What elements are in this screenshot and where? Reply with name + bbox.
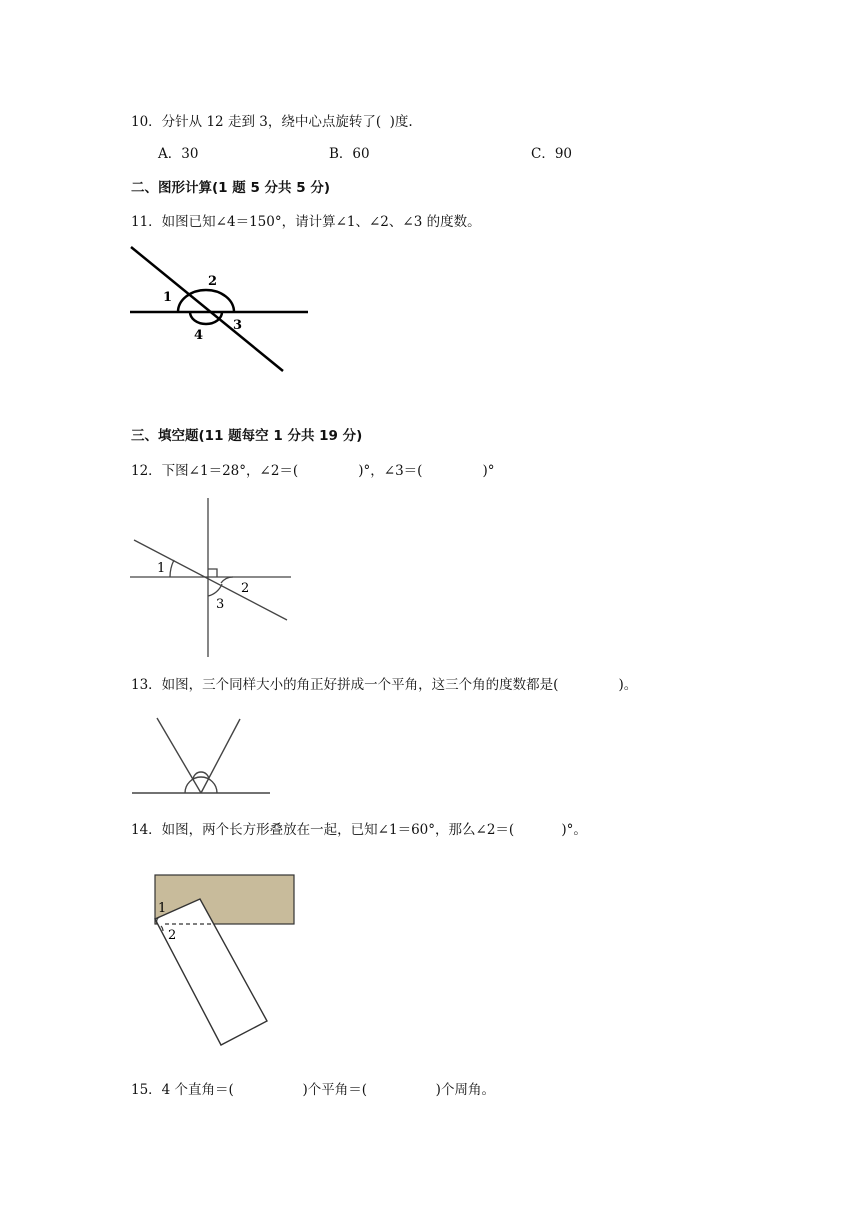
q10-option-c: C．90 <box>531 146 573 162</box>
section-heading-3: 三、填空题(11 题每空 1 分共 19 分) <box>131 428 363 444</box>
section-heading-2: 二、图形计算(1 题 5 分共 5 分) <box>131 180 331 196</box>
q11-label-3: 3 <box>233 318 243 333</box>
q14-label-1: 1 <box>158 901 167 916</box>
q12-label-3: 3 <box>216 597 225 612</box>
q10-option-a: A．30 <box>158 146 199 162</box>
q15-stem: 15．4 个直角＝( )个平角＝( )个周角。 <box>131 1082 495 1098</box>
q10-option-b: B．60 <box>329 146 370 162</box>
q13-stem: 13．如图，三个同样大小的角正好拼成一个平角，这三个角的度数都是( )。 <box>131 677 638 693</box>
q11-label-4: 4 <box>194 328 204 343</box>
q11-label-1: 1 <box>163 290 173 305</box>
q14-stem: 14．如图，两个长方形叠放在一起，已知∠1＝60°，那么∠2＝( )°。 <box>131 822 587 838</box>
q12-label-1: 1 <box>157 561 166 576</box>
q12-stem: 12．下图∠1＝28°，∠2＝( )°，∠3＝( )° <box>131 463 495 479</box>
q14-label-2: 2 <box>168 928 177 943</box>
q10-stem: 10．分针从 12 走到 3，绕中心点旋转了( )度. <box>131 114 413 130</box>
q11-stem: 11．如图已知∠4＝150°，请计算∠1、∠2、∠3 的度数。 <box>131 214 481 230</box>
q12-label-2: 2 <box>241 581 250 596</box>
q11-label-2: 2 <box>208 274 218 289</box>
